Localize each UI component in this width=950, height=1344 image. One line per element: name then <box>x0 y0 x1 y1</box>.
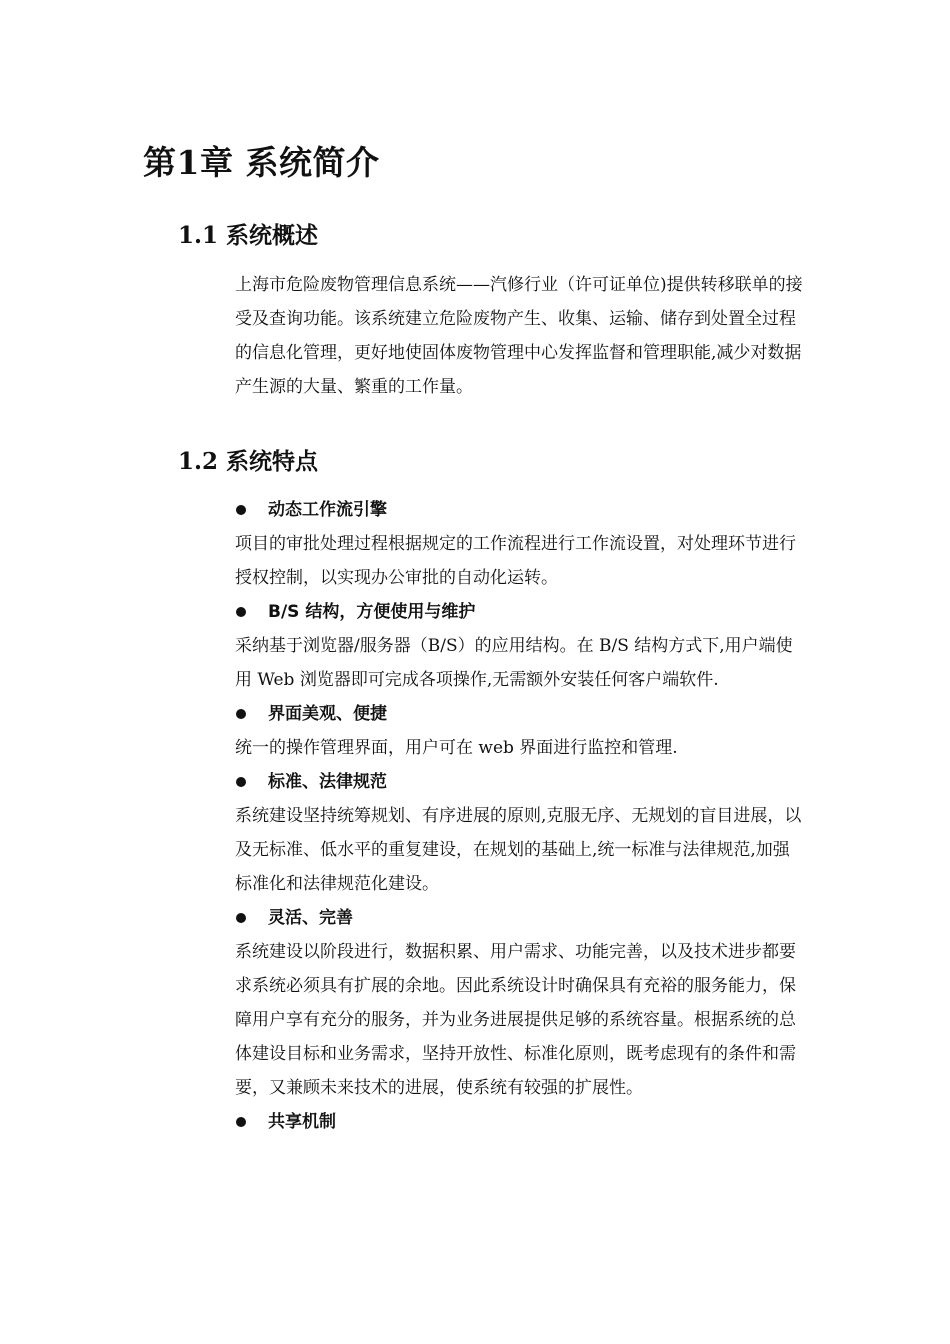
feature-description: 采纳基于浏览器/服务器（B/S）的应用结构。在 B/S 结构方式下,用户端使用 Web 浏览器即可完成各项操作,无需额外安装任何客户端软件. <box>235 636 793 690</box>
feature-label: 界面美观、便捷 <box>268 704 387 724</box>
feature-description: 项目的审批处理过程根据规定的工作流程进行工作流设置，对处理环节进行授权控制，以实现办公审批的自动化运转。 <box>235 534 796 588</box>
feature-description: 统一的操作管理界面，用户可在 web 界面进行监控和管理. <box>235 738 678 758</box>
feature-item <box>235 765 805 901</box>
feature-heading <box>235 595 805 629</box>
feature-item <box>235 595 805 697</box>
feature-label: 标准、法律规范 <box>268 772 387 792</box>
bullet-icon <box>236 505 246 515</box>
feature-heading <box>235 493 805 527</box>
feature-heading <box>235 901 805 935</box>
chapter-title: 第1章 系统简介 <box>143 143 380 182</box>
feature-item <box>235 1105 805 1139</box>
section-title-features: 1.2 系统特点 <box>178 448 319 475</box>
feature-item <box>235 493 805 595</box>
feature-label: 灵活、完善 <box>268 908 353 928</box>
feature-item <box>235 901 805 1105</box>
bullet-icon <box>236 1117 246 1127</box>
feature-label: B/S 结构，方便使用与维护 <box>268 602 476 622</box>
bullet-icon <box>236 709 246 719</box>
feature-list <box>235 493 805 1139</box>
bullet-icon <box>236 777 246 787</box>
feature-heading <box>235 1105 805 1139</box>
overview-paragraph: 上海市危险废物管理信息系统——汽修行业（许可证单位)提供转移联单的接受及查询功能。该系统建立危险废物产生、收集、运输、储存到处置全过程的信息化管理，更好地使固体废物管理中心发挥监督和管理职能,减少对数据产生源的大量、繁重的工作量。 <box>235 275 803 397</box>
feature-heading <box>235 697 805 731</box>
feature-heading <box>235 765 805 799</box>
feature-description: 系统建设坚持统筹规划、有序进展的原则,克服无序、无规划的盲目进展，以及无标准、低水平的重复建设，在规划的基础上,统一标准与法律规范,加强标准化和法律规范化建设。 <box>235 806 802 894</box>
feature-label: 共享机制 <box>268 1112 336 1132</box>
bullet-icon <box>236 607 246 617</box>
bullet-icon <box>236 913 246 923</box>
section-title-overview: 1.1 系统概述 <box>178 222 319 249</box>
feature-item <box>235 697 805 765</box>
feature-description: 系统建设以阶段进行，数据积累、用户需求、功能完善，以及技术进步都要求系统必须具有扩展的余地。因此系统设计时确保具有充裕的服务能力，保障用户享有充分的服务，并为业务进展提供足够的系统容量。根据系统的总体建设目标和业务需求，坚持开放性、标准化原则，既考虑现有的条件和需要，又兼顾未来技术的进展，使系统有较强的扩展性。 <box>235 942 796 1098</box>
feature-label: 动态工作流引擎 <box>268 500 387 520</box>
